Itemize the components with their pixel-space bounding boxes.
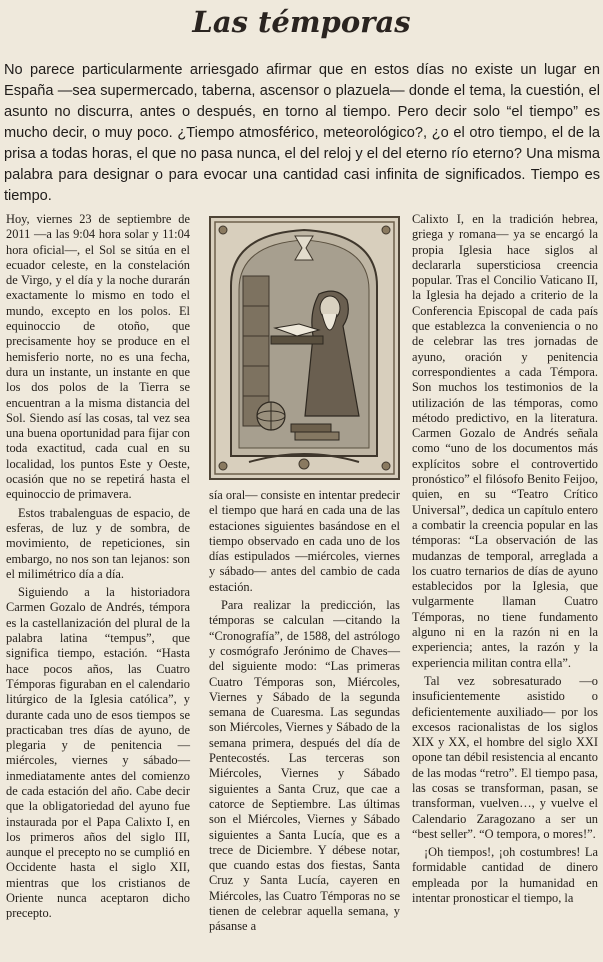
paragraph: Siguiendo a la historiadora Carmen Gozalo de Andrés, témpora es la castellanización del plural de la palabra latina “tempus”, que significa tiempo, estación. “Hasta hace pocos años, las Cuatro Témporas figuraban en el calendario litúrgico de la Iglesia católica”, y durante cada uno de esos tiempos se practicaban tres días de ayuno, de plegaria y de penitencia —miércoles, viernes y sábado— inmediatamente antes del comienzo de cada estación del año. Cabe decir que la obligatoriedad del ayuno fue instaurada por el Papa Calixto I, en los primeros años del siglo III, aunque el precepto no se cumplió en Occidente hasta el siglo XII, mientras que los cristianos de Oriente nunca aceptaron dicho precepto.	[6, 585, 190, 921]
column-right	[412, 212, 598, 909]
paragraph: Tal vez sobresaturado —o insuficientemente asistido o deficientemente auxiliado— por los excesos racionalistas de los siglos XIX y XX, el hombre del siglo XXI opone tan débil resistencia al encanto de las modas “retro”. El tiempo pasa, las cosas se transforman, pasan, se transforman, vuelven…, y vuelve el Calendario Zaragozano a ser un “best seller”. “O tempora, o mores!”.	[412, 673, 598, 841]
paragraph: Estos trabalenguas de espacio, de esferas, de luz y de sombra, de movimiento, de repeticiones, sin embargo, no nos son tan lejanos: son el milimétrico día a día.	[6, 505, 190, 581]
article-title: Las témporas	[192, 5, 411, 39]
paragraph: Hoy, viernes 23 de septiembre de 2011 —a las 9:04 hora solar y 11:04 hora oficial—, el Sol se sitúa en el ecuador celeste, en la constelación de Virgo, y el día y la noche durarán exactamente lo mismo en todo el mundo, excepto en los polos. El equinoccio de otoño, que precisamente hoy se produce en el hemisferio norte, no es una fecha, dura un instante, un instante en que los dos polos de la Tierra se encuentran a la misma distancia del Sol. Siendo así las cosas, tal vez sea una buena oportunidad para fijar con toda exactitud, cada cual en su localidad, los puntos Este y Oeste, ocasión que no se repetirá hasta el equinoccio de primavera.	[6, 212, 190, 502]
paragraph: Para realizar la predicción, las témporas se calculan —citando la “Cronografía”, de 1588, del astrólogo y cosmógrafo Jerónimo de Chaves— del siguiente modo: “Las primeras Cuatro Témporas son, Miércoles, Viernes y Sábado de la segunda semana de Cuaresma. Las segundas son Miércoles, Viernes y Sábado de la semana primera, después del día de Pentecostés. Las terceras son Miércoles, Viernes y Sábado siguientes a Santa Cruz, que cae a catorce de Septiembre. Las últimas son el Miércoles, Viernes y Sábado siguientes a Santa Lucía, que es a trece de Diciembre. Y débese notar, que cuando estas dos fiestas, Santa Cruz y Santa Lucía, cayeren en Miércoles, las Cuatro Témporas no se tienen de celebrar aquella semana, y pásanse a	[209, 598, 400, 934]
scholar-engraving	[209, 216, 400, 480]
paragraph: Calixto I, en la tradición hebrea, griega y romana— ya se encargó la propia Iglesia hace siglos al declararla supersticiosa creencia popular. Tras el Concilio Vaticano II, la Iglesia ha dejado a criterio de la Conferencia Episcopal de cada país que establezca la conveniencia o no de celebrar las tres jornadas de ayuno, oración y penitencia correspondientes a cada Témpora. Son muchos los testimonios de la utilización de las témporas, como método predictivo, en la literatura. Carmen Gozalo de Andrés señala como “uno de los documentos más explícitos sobre el controvertido pronóstico” el filósofo Benito Feijoo, quien, en su “Teatro Crítico Universal”, dedica un capítulo entero a combatir la creencia popular en las témporas: “La observación de las mudanzas de temporal, arreglada a los cuatro ternarios de días de ayuno establecidos por la Iglesia, que vulgarmente llaman Cuatro Témporas, no tiene fundamento alguno ni en la razón ni en la experiencia; antes, la razón y la experiencia militan contra ella”.	[412, 212, 598, 670]
paragraph: sía oral— consiste en intentar predecir el tiempo que hará en cada una de las estaciones siguientes basándose en el tiempo observado en cada uno de los días estipulados —miércoles, viernes y sábado— antes del cambio de cada estación.	[209, 488, 400, 594]
column-middle	[209, 488, 400, 938]
paragraph: ¡Oh tiempos!, ¡oh costumbres! La formidable cantidad de dinero empleada por la humanidad en intentar pronosticar el tiempo, la	[412, 845, 598, 906]
article-lead: No parece particularmente arriesgado afirmar que en estos días no existe un lugar en España —sea supermercado, taberna, ascensor o plazuela— donde el tema, la cuestión, el asunto no discurra, antes o después, en torno al tiempo. Pero decir solo “el tiempo” es mucho decir, o muy poco. ¿Tiempo atmosférico, meteorológico?, ¿o el otro tiempo, el de la prisa a todas horas, el que no pasa nunca, el del reloj y el del eterno río eterno? Una misma palabra para designar o para evocar una cantidad casi infinita de significados. Tiempo es tiempo.	[4, 62, 600, 204]
column-left	[6, 212, 190, 925]
woodcut-illustration	[209, 216, 400, 480]
